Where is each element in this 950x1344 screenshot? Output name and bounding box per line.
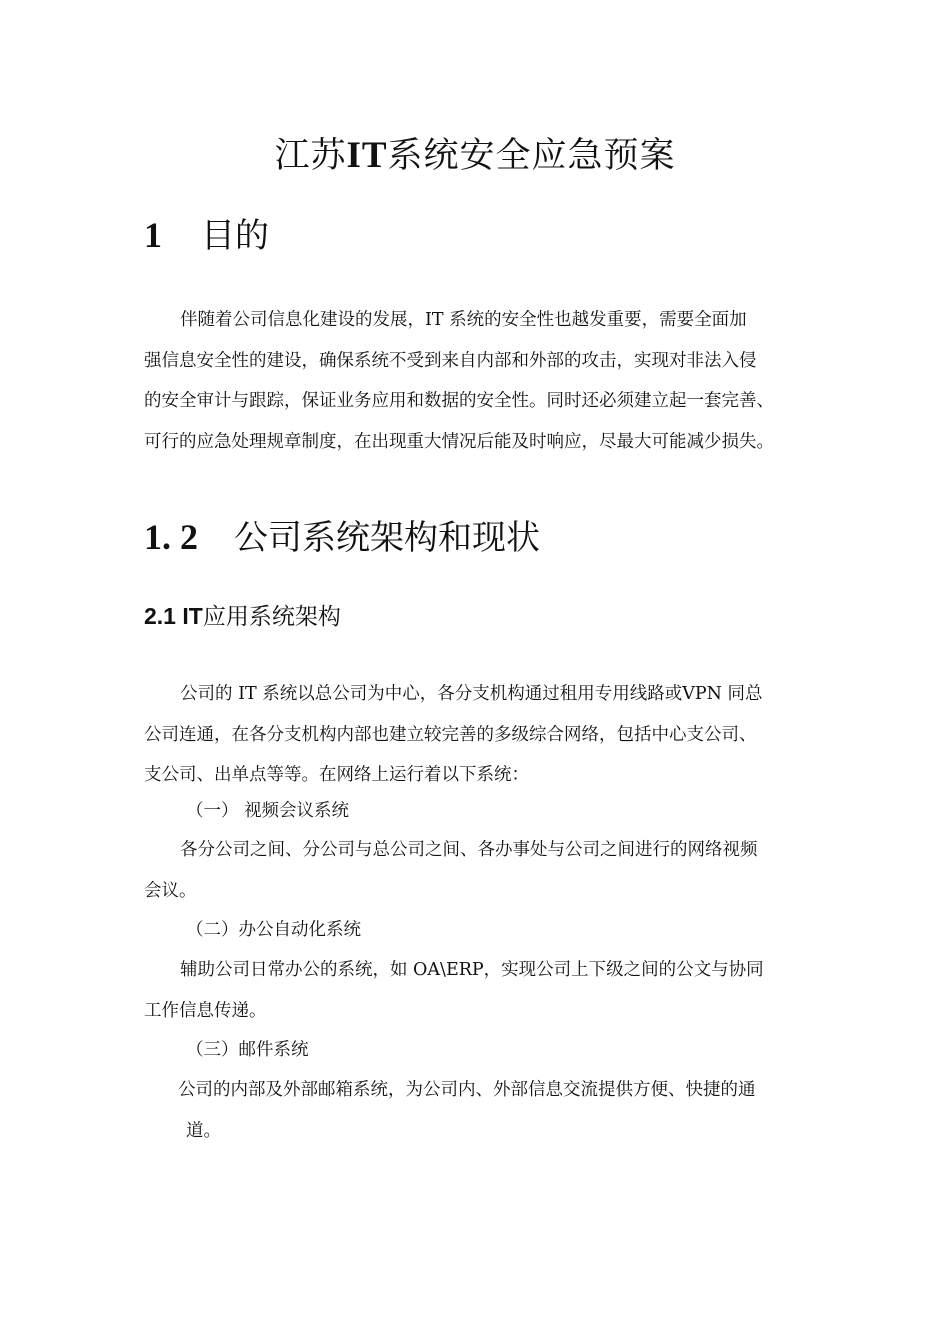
title-suffix: 系统安全应急预案	[387, 136, 676, 176]
item-heading-mail-system: （三）邮件系统	[186, 1040, 309, 1060]
section-1-2-number: 1. 2	[144, 517, 198, 557]
document-title	[0, 128, 950, 178]
section-1-title: 目的	[201, 216, 269, 256]
section-2-1-title: 应用系统架构	[202, 604, 341, 630]
paragraph-line: 支公司、出单点等等。在网络上运行着以下系统：	[144, 765, 529, 785]
paragraph-line: 公司的 IT 系统以总公司为中心，各分支机构通过租用专用线路或VPN 同总	[180, 684, 763, 704]
paragraph-line: 强信息安全性的建设，确保系统不受到来自内部和外部的攻击，实现对非法入侵	[144, 350, 757, 371]
section-1-paragraph	[144, 300, 812, 462]
item-paragraph-video-conference	[144, 830, 812, 911]
paragraph-line: 伴随着公司信息化建设的发展，IT 系统的安全性也越发重要，需要全面加	[180, 310, 747, 330]
paragraph-line: 公司的内部及外部邮箱系统，为公司内、外部信息交流提供方便、快捷的通	[178, 1080, 756, 1100]
title-prefix: 江苏	[274, 136, 347, 176]
section-1-2-heading	[144, 510, 540, 559]
paragraph-line: 可行的应急处理规章制度，在出现重大情况后能及时响应，尽最大可能减少损失。	[144, 431, 774, 452]
item-heading-office-automation: （二）办公自动化系统	[186, 920, 361, 940]
paragraph-line: 工作信息传递。	[144, 1000, 267, 1021]
paragraph-line: 各分公司之间、分公司与总公司之间、各办事处与公司之间进行的网络视频	[180, 840, 758, 860]
paragraph-line: 道。	[186, 1120, 221, 1141]
item-heading-video-conference: （一） 视频会议系统	[186, 801, 350, 821]
item-paragraph-office-automation	[144, 950, 812, 1031]
paragraph-line: 的安全审计与跟踪，保证业务应用和数据的安全性。同时还必须建立起一套完善、	[144, 391, 774, 411]
paragraph-line: 会议。	[144, 880, 197, 901]
title-latin: IT	[346, 135, 388, 176]
paragraph-line: 公司连通，在各分支机构内部也建立较完善的多级综合网络，包括中心支公司、	[144, 724, 757, 745]
paragraph-line: 辅助公司日常办公的系统，如 OA\ERP，实现公司上下级之间的公文与协同	[180, 960, 764, 980]
section-1-number: 1	[144, 215, 162, 255]
section-1-heading	[144, 208, 269, 257]
section-1-2-title: 公司系统架构和现状	[234, 518, 540, 558]
section-2-1-number: 2.1 IT	[144, 603, 203, 629]
section-2-1-paragraph	[144, 674, 812, 796]
section-2-1-heading	[144, 598, 341, 631]
item-paragraph-mail-system	[178, 1070, 812, 1151]
